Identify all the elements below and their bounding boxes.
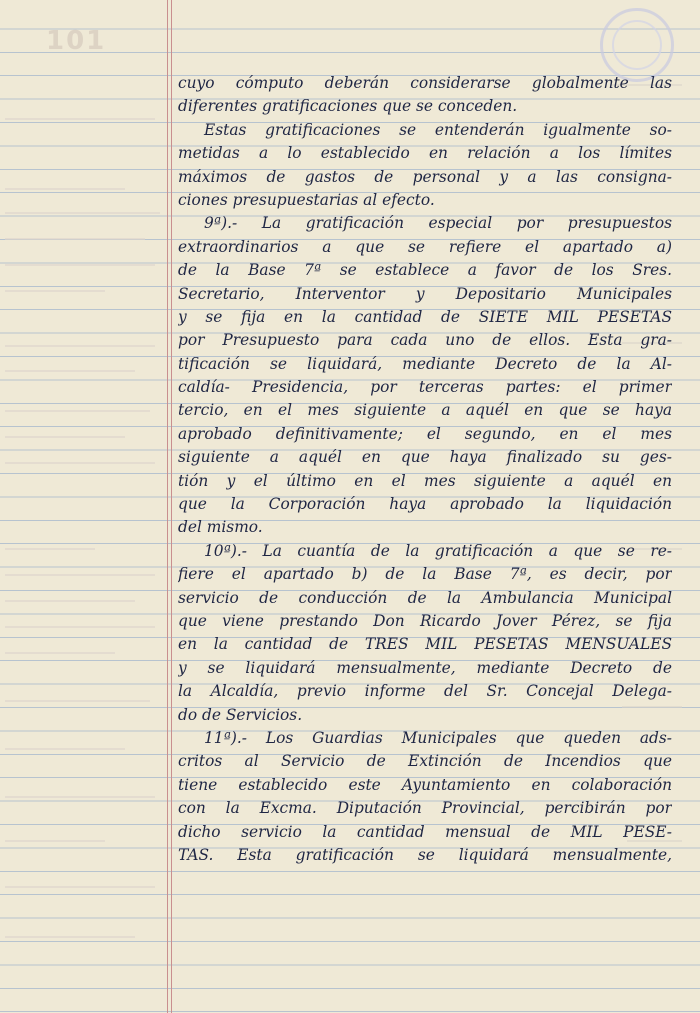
text-line: critos al Servicio de Extinción de Incendios que	[178, 752, 672, 771]
text-line: cuyo cómputo deberán considerarse globalmente las	[178, 74, 672, 92]
bleed-through-mark	[5, 886, 155, 888]
text-line: tiene establecido este Ayuntamiento en colaboración	[178, 775, 672, 794]
bleed-through-mark	[5, 436, 125, 438]
text-line: metidas a lo establecido en relación a los límites	[178, 144, 672, 163]
text-line: Estas gratificaciones se entenderán igualmente so-	[204, 120, 672, 139]
text-line: y se fija en la cantidad de SIETE MIL PESETAS	[178, 307, 672, 326]
bleed-through-mark	[5, 118, 155, 120]
text-line: tión y el último en el mes siguiente a aquél en	[178, 471, 672, 490]
bleed-through-mark	[5, 840, 105, 842]
seal-stamp	[600, 8, 674, 82]
bleed-through-mark	[5, 290, 105, 292]
bleed-through-mark	[5, 548, 95, 550]
text-line: que viene prestando Don Ricardo Jover Pérez, se fija	[178, 611, 672, 630]
text-line: aprobado definitivamente; el segundo, en el mes	[178, 424, 672, 443]
bleed-through-mark	[5, 264, 155, 266]
bleed-through-mark	[5, 796, 155, 798]
bleed-through-mark	[5, 238, 145, 240]
text-line: dicho servicio la cantidad mensual de MIL PESE-	[178, 822, 672, 841]
text-line: tercio, en el mes siguiente a aquél en que se haya	[178, 401, 672, 420]
margin-rule-inner	[171, 0, 172, 1013]
text-line: la Alcaldía, previo informe del Sr. Concejal Delega-	[178, 682, 672, 701]
text-line: del mismo.	[178, 518, 263, 537]
text-line: fiere el apartado b) de la Base 7ª, es decir, por	[178, 565, 672, 584]
text-line: Secretario, Interventor y Depositario Municipales	[178, 284, 672, 303]
text-line: extraordinarios a que se refiere el apartado a)	[178, 237, 672, 256]
bleed-through-mark	[5, 212, 160, 214]
bleed-through-mark	[5, 652, 115, 654]
text-line: caldía- Presidencia, por terceras partes: el primer	[178, 378, 672, 397]
text-line: 9ª).- La gratificación especial por presupuestos	[204, 214, 672, 233]
text-line: servicio de conducción de la Ambulancia Municipal	[178, 588, 672, 607]
bleed-through-mark	[5, 626, 155, 628]
text-line: 11ª).- Los Guardias Municipales que queden ads-	[204, 728, 672, 747]
text-line: do de Servicios.	[178, 705, 303, 724]
text-line: por Presupuesto para cada uno de ellos. Esta gra-	[178, 331, 672, 350]
bleed-through-mark	[5, 748, 125, 750]
margin-rule	[167, 0, 168, 1013]
text-line: y se liquidará mensualmente, mediante Decreto de	[178, 658, 672, 677]
text-line: diferentes gratificaciones que se conceden.	[178, 97, 518, 116]
text-line: con la Excma. Diputación Provincial, percibirán por	[178, 799, 672, 818]
bleed-through-mark	[5, 370, 135, 372]
bleed-through-mark	[5, 574, 155, 576]
text-line: 10ª).- La cuantía de la gratificación a que se re-	[204, 541, 672, 560]
bleed-through-mark	[5, 188, 125, 190]
text-line: de la Base 7ª se establece a favor de los Sres.	[178, 261, 672, 280]
bleed-through-mark	[5, 345, 155, 347]
page-number: 101	[46, 26, 107, 56]
bleed-through-mark	[5, 600, 135, 602]
text-line: en la cantidad de TRES MIL PESETAS MENSUALES	[178, 635, 672, 654]
handwritten-body-text	[178, 72, 672, 867]
bleed-through-mark	[5, 936, 135, 938]
text-line: ciones presupuestarias al efecto.	[178, 190, 435, 209]
text-line: que la Corporación haya aprobado la liquidación	[178, 495, 672, 514]
text-line: TAS. Esta gratificación se liquidará mensualmente,	[178, 845, 672, 864]
text-line: máximos de gastos de personal y a las consigna-	[178, 167, 672, 186]
bleed-through-mark	[5, 462, 155, 464]
text-line: siguiente a aquél en que haya finalizado su ges-	[178, 448, 672, 467]
bleed-through-mark	[5, 700, 150, 702]
text-line: tificación se liquidará, mediante Decreto de la Al-	[178, 354, 672, 373]
bleed-through-mark	[5, 410, 150, 412]
